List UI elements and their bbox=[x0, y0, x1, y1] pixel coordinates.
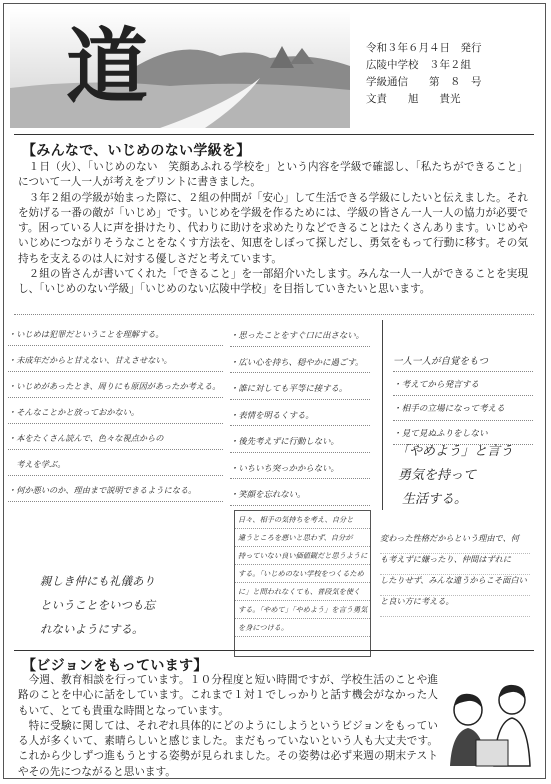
student-notes-col2 bbox=[230, 320, 370, 506]
section-body-vision bbox=[18, 673, 438, 780]
note-line: ・思ったことをすぐ口に出さない。 bbox=[230, 320, 370, 347]
landscape-illustration bbox=[10, 8, 350, 128]
title-kanji: 道 bbox=[66, 19, 149, 115]
note-line: ・広い心を持ち、穏やかに過ごす。 bbox=[230, 347, 370, 374]
note-line: 一人一人が自覚をもつ bbox=[393, 347, 533, 372]
note-line: も考えずに嫌ったり、仲間はずれに bbox=[380, 554, 530, 575]
student-note-box bbox=[234, 510, 371, 657]
note-line: する。「やめて」「やめよう」を言う勇気 bbox=[235, 601, 370, 619]
header-info bbox=[366, 40, 541, 108]
divider bbox=[14, 134, 534, 135]
note-line: れないようにする。 bbox=[40, 622, 144, 636]
note-line: と良い方に考える。 bbox=[380, 596, 530, 617]
paragraph: 特に受験に関しては、それぞれ具体的にどのようにしようというビジョンをもっている人が多くいて、素晴らしいと感じました。まだもっていないという人も大丈夫です。これから少しずつ進もうとする姿勢が見られました。その姿勢は必ず来週の期末テストやその先につながると思います。 bbox=[18, 719, 438, 778]
paragraph: ２組の皆さんが書いてくれた「できること」を一部紹介いたします。みんな一人一人ができることを実現し、「いじめのない学級」「いじめのない広陵中学校」を目指していきたいと思います。 bbox=[18, 268, 528, 296]
note-line: 「やめよう」と言う bbox=[396, 444, 514, 459]
divider bbox=[14, 650, 534, 651]
student-note-yamero bbox=[396, 440, 536, 512]
note-line: する。「いじめのない学校をつくるため bbox=[235, 565, 370, 583]
section-title-bullying: 【みんなで、いじめのない学級を】 bbox=[22, 143, 251, 159]
note-line: に」と問われなくても、普段気を使く bbox=[235, 583, 370, 601]
note-line: 違うところを悪いと思わず、自分が bbox=[235, 529, 370, 547]
note-line: ・誰に対しても平等に接する。 bbox=[230, 373, 370, 400]
note-line: ・そんなことかと放っておかない。 bbox=[8, 398, 223, 424]
note-line: ・何か悪いのか、理由まで説明できるようになる。 bbox=[8, 476, 223, 502]
note-line: ということをいつも忘 bbox=[40, 598, 155, 612]
section-title-vision: 【ビジョンをもっています】 bbox=[22, 658, 208, 674]
note-line: 持っていない良い価値観だと思うように bbox=[235, 547, 370, 565]
student-note-right bbox=[380, 533, 530, 617]
school-class: 広陵中学校 ３年２組 bbox=[366, 59, 471, 71]
note-line: 日々、相手の気持ちを考え、自分と bbox=[235, 511, 370, 529]
note-line: したりせず、みんな違うからこそ面白い bbox=[380, 575, 530, 596]
note-line: ・相手の立場になって考える bbox=[393, 396, 533, 421]
note-line: ・本をたくさん読んで、色々な視点からの bbox=[8, 424, 223, 450]
note-line: ・いじめは犯罪だということを理解する。 bbox=[8, 320, 223, 346]
paragraph: １日（火）、「いじめのない 笑顔あふれる学校を」という内容を学級で確認し、「私たちができること」について一人一人が考えをプリントに書きました。 bbox=[18, 161, 528, 189]
paragraph: ３年２組の学級が始まった際に、２組の仲間が「安心」して生活できる学級にしたいと伝えました。それを妨げる一番の敵が「いじめ」です。いじめを学級を作るためには、学級の皆さん一人一人の協力が必要です。困っている人に声を掛けたり、代わりに助けを求めたりなどできることはたくさんあります。いじめやいじめにつながりそうなことをなくす方法を、知恵をしぼって探しだし、勇気をもって行動に移す。その気持ちを支えるのは人に対する優しさだと考えています。 bbox=[18, 191, 528, 265]
paragraph: 今週、教育相談を行っています。１０分程度と短い時間ですが、学校生活のことや進路のことを中心に話をしています。これまで１対１でしっかりと話す機会がなかった人もいて、とても貴重な時間となっています。 bbox=[18, 674, 438, 717]
note-line: ・表情を明るくする。 bbox=[230, 400, 370, 427]
note-line: ・いちいち突っかからない。 bbox=[230, 453, 370, 480]
note-line: 生活する。 bbox=[402, 492, 468, 507]
column-divider bbox=[382, 320, 383, 510]
counseling-illustration bbox=[440, 668, 540, 768]
student-notes-col1 bbox=[8, 320, 223, 502]
divider bbox=[14, 314, 534, 315]
header-banner bbox=[10, 8, 350, 128]
issue-date: 令和３年６月４日 発行 bbox=[366, 42, 482, 54]
note-line: を身につける。 bbox=[235, 619, 370, 637]
note-line: ・未成年だからと甘えない、甘えさせない。 bbox=[8, 346, 223, 372]
note-line: ・いじめがあったとき、周りにも原因があったか考える。 bbox=[8, 372, 223, 398]
note-line: 変わった性格だからという理由で、何 bbox=[380, 533, 530, 554]
note-line: ・見て見ぬふりをしない bbox=[393, 421, 533, 446]
note-line: ・考えてから発言する bbox=[393, 372, 533, 397]
section-body-bullying bbox=[18, 160, 528, 298]
note-line: 考えを学ぶ。 bbox=[8, 450, 223, 476]
author: 文責 旭 貴光 bbox=[366, 93, 461, 105]
note-line: 勇気を持って bbox=[398, 468, 477, 483]
issue-number: 学級通信 第 ８ 号 bbox=[366, 76, 482, 88]
note-line: ・後先考えずに行動しない。 bbox=[230, 426, 370, 453]
student-note-large bbox=[40, 573, 200, 645]
note-line: 親しき仲にも礼儀あり bbox=[40, 574, 155, 588]
note-line: ・笑顔を忘れない。 bbox=[230, 479, 370, 506]
student-notes-col3 bbox=[393, 347, 533, 445]
